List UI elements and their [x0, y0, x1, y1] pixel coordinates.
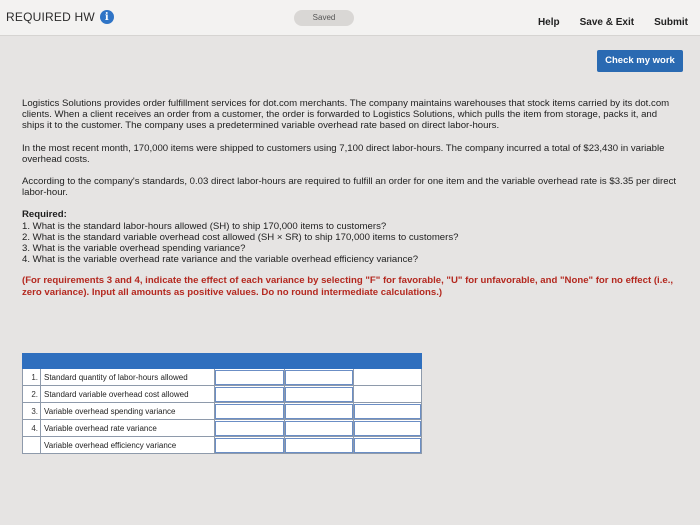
table-row — [23, 403, 422, 420]
answer-cell — [354, 369, 422, 386]
problem-statement — [22, 98, 682, 298]
row-number: 3. — [23, 403, 41, 420]
save-exit-link[interactable]: Save & Exit — [579, 17, 635, 28]
answer-cell — [285, 369, 354, 386]
table-row — [23, 420, 422, 437]
required-heading: Required: — [22, 209, 67, 221]
problem-paragraph-2: In the most recent month, 170,000 items were shipped to customers using 7,100 direct labor-hours. The company incurred a total of $23,430 in variable overhead costs. — [22, 142, 665, 165]
answer-cell — [215, 403, 285, 420]
answer-input-4a[interactable] — [215, 421, 284, 436]
check-my-work-button[interactable]: Check my work — [597, 50, 683, 72]
problem-paragraph-1: Logistics Solutions provides order fulfillment services for dot.com merchants. The company maintains warehouses that stock items carried by its dot.com clients. When a client receives an order from a customer, the order is forwarded to Logistics Solutions, which pulls the item from storage, packs it, and ships it to the customer. The company uses a predetermined variable overhead rate based on direct labor-hours. — [22, 98, 670, 132]
answer-cell — [285, 386, 354, 403]
answer-cell — [354, 420, 422, 437]
answer-cell — [285, 403, 354, 420]
assignment-title-text: REQUIRED HW — [6, 10, 95, 24]
answer-table — [22, 353, 422, 454]
info-icon[interactable]: i — [100, 10, 114, 24]
answer-cell — [285, 420, 354, 437]
answer-input-5b[interactable] — [285, 438, 353, 453]
row-label: Variable overhead rate variance — [41, 420, 215, 437]
header-cell — [285, 354, 354, 369]
requirement-3: 3. What is the variable overhead spending variance? — [22, 243, 246, 255]
answer-cell — [354, 403, 422, 420]
row-label: Variable overhead efficiency variance — [41, 437, 215, 454]
answer-input-5a[interactable] — [215, 438, 284, 453]
requirement-2: 2. What is the standard variable overhead cost allowed (SH × SR) to ship 170,000 items to customers? — [22, 231, 459, 243]
row-number: 4. — [23, 420, 41, 437]
assignment-title — [6, 10, 114, 24]
header-cell — [354, 354, 422, 369]
header-cell — [215, 354, 285, 369]
table-row — [23, 386, 422, 403]
answer-input-3a[interactable] — [215, 404, 284, 419]
row-number: 1. — [23, 369, 41, 386]
answer-input-5c[interactable] — [354, 438, 421, 453]
row-number: 2. — [23, 386, 41, 403]
row-number — [23, 437, 41, 454]
answer-cell — [215, 386, 285, 403]
answer-cell — [354, 437, 422, 454]
row-label: Standard quantity of labor-hours allowed — [41, 369, 215, 386]
header-cell — [23, 354, 41, 369]
answer-input-3c[interactable] — [354, 404, 421, 419]
row-label: Variable overhead spending variance — [41, 403, 215, 420]
answer-input-3b[interactable] — [285, 404, 353, 419]
answer-input-4b[interactable] — [285, 421, 353, 436]
submit-link[interactable]: Submit — [654, 17, 688, 28]
top-actions — [538, 17, 688, 28]
header-cell — [41, 354, 215, 369]
instruction-note: (For requirements 3 and 4, indicate the effect of each variance by selecting "F" for favorable, "U" for unfavorable, and "None" for no effect (i.e., zero variance). Input all amounts as positive values. Do no round intermediate calculations.) — [22, 275, 674, 298]
answer-input-2a[interactable] — [215, 387, 284, 402]
answer-cell — [285, 437, 354, 454]
answer-input-2b[interactable] — [285, 387, 353, 402]
row-label: Standard variable overhead cost allowed — [41, 386, 215, 403]
answer-input-1b[interactable] — [285, 370, 353, 385]
table-row — [23, 369, 422, 386]
table-row — [23, 437, 422, 454]
answer-cell — [215, 420, 285, 437]
problem-paragraph-3: According to the company's standards, 0.03 direct labor-hours are required to fulfill an order for one item and the variable overhead rate is $3.35 per direct labor-hour. — [22, 176, 677, 199]
top-bar — [0, 0, 700, 36]
help-link[interactable]: Help — [537, 17, 560, 28]
requirement-1: 1. What is the standard labor-hours allowed (SH) to ship 170,000 items to customers? — [22, 220, 387, 232]
answer-input-1a[interactable] — [215, 370, 284, 385]
answer-cell — [354, 386, 422, 403]
answer-cell — [215, 437, 285, 454]
requirement-4: 4. What is the variable overhead rate variance and the variable overhead efficiency variance? — [22, 254, 419, 266]
answer-input-4c[interactable] — [354, 421, 421, 436]
answer-cell — [215, 369, 285, 386]
answer-table-header — [23, 354, 422, 369]
saved-status-badge: Saved — [294, 10, 354, 26]
